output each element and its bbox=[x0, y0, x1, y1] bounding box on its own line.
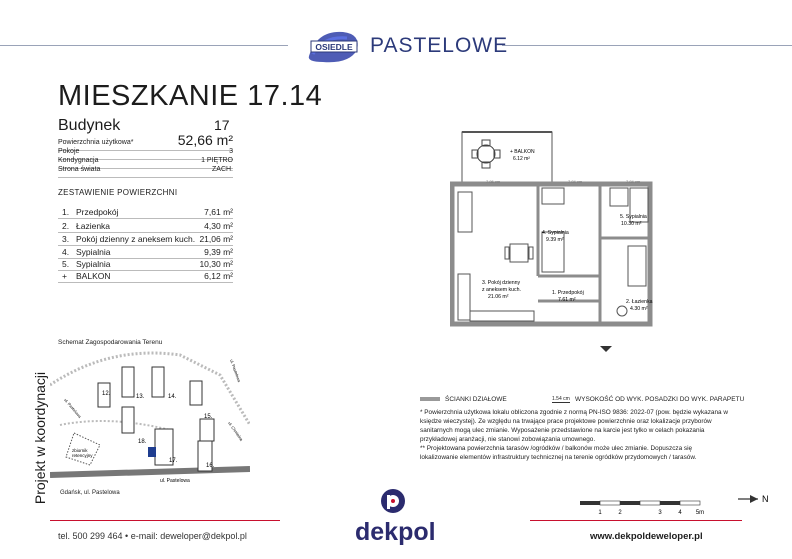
room-number: 2. bbox=[62, 221, 70, 231]
plan-room5-label: 5. Sypialnia bbox=[620, 214, 647, 220]
plan-room1-area: 7.61 m² bbox=[558, 297, 576, 303]
note-1: * Powierzchnia użytkowa lokalu obliczona zgodnie z normą PN-ISO 9836: 2022-07 (pow. będzie wykazana w księdze wieczystej). Ze względu na trwające prace projektowe powierzchnie oraz lokalizacje przyborów sanitarnych mogą ulec zmianie. Wyposażenie przedstawione na karcie jest tylko w celach pokazania przykładowej aranżacji, nie stanowi zobowiązania umownego. bbox=[420, 409, 728, 443]
room-number: 3. bbox=[62, 234, 70, 244]
plan-room3-label: 3. Pokój dzienny bbox=[482, 280, 521, 286]
scale-bar bbox=[578, 487, 778, 517]
map-building-15: 15. bbox=[204, 414, 213, 420]
osiedle-logo bbox=[303, 26, 365, 66]
room-area: 10,30 m² bbox=[199, 259, 233, 269]
plan-balcony-label: + BALKON bbox=[510, 149, 535, 155]
site-map-title: Schemat Zagospodarowania Terenu bbox=[58, 339, 163, 346]
site-address: Gdańsk, ul. Pastelowa bbox=[60, 490, 120, 496]
room-name: Łazienka bbox=[76, 221, 111, 231]
footer-line-right bbox=[530, 520, 742, 521]
room-area: 7,61 m² bbox=[204, 207, 233, 217]
building-label: Budynek bbox=[58, 117, 121, 134]
notes-block bbox=[420, 408, 730, 462]
info-value: 1 PIĘTRO bbox=[201, 157, 233, 164]
plan-dim-2: 7.84 cm bbox=[568, 179, 583, 184]
room-area: 4,30 m² bbox=[204, 221, 233, 231]
plan-room5-area: 10.30 m² bbox=[621, 221, 642, 227]
plan-balcony-area: 6.12 m² bbox=[513, 156, 530, 162]
room-name: BALKON bbox=[76, 271, 111, 281]
plan-room2-label: 2. Łazienka bbox=[626, 299, 653, 305]
map-reservoir-2: retencyjny bbox=[72, 453, 93, 458]
room-row bbox=[58, 205, 233, 219]
map-street-3: ul. Pastelowa bbox=[63, 397, 83, 419]
website-link[interactable]: www.dekpoldeweloper.pl bbox=[590, 531, 703, 542]
walls-legend-swatch bbox=[420, 397, 440, 401]
info-row-orientation bbox=[58, 166, 233, 178]
plan-room2-area: 4.30 m² bbox=[630, 306, 648, 312]
height-legend-value: 1.54 cm bbox=[552, 396, 570, 402]
info-label: Kondygnacja bbox=[58, 157, 99, 164]
room-row bbox=[58, 232, 233, 246]
coordination-vertical-text: Projekt w koordynacji bbox=[32, 371, 48, 505]
room-name: Przedpokój bbox=[76, 207, 119, 217]
plan-dim-3: 7.84 cm bbox=[626, 179, 641, 184]
room-number: 1. bbox=[62, 207, 70, 217]
scale-tick-1: 1 bbox=[598, 510, 602, 516]
plan-room3-label-2: z aneksem kuch. bbox=[482, 287, 521, 293]
map-street-4: ul. Chmielna bbox=[227, 420, 245, 442]
info-label: Strona świata bbox=[58, 166, 101, 173]
room-number: 4. bbox=[62, 247, 70, 257]
contact-info[interactable]: tel. 500 299 464 • e-mail: deweloper@dekpol.pl bbox=[58, 531, 247, 541]
map-street: ul. Pastelowa bbox=[160, 478, 190, 484]
info-label: Pokoje bbox=[58, 148, 80, 155]
footer-line-left bbox=[50, 520, 280, 521]
areas-section-title: ZESTAWIENIE POWIERZCHNI bbox=[58, 188, 178, 197]
info-value: 3 bbox=[229, 148, 233, 155]
dekpol-logo-icon bbox=[379, 487, 407, 515]
map-building-12: 12. bbox=[102, 391, 111, 397]
header-line-left bbox=[0, 45, 288, 46]
room-number: 5. bbox=[62, 259, 70, 269]
dekpol-brand: dekpol bbox=[355, 518, 436, 546]
apartment-title: MIESZKANIE 17.14 bbox=[58, 80, 323, 112]
plan-room4-area: 9.39 m² bbox=[546, 237, 564, 243]
scale-tick-4: 4 bbox=[678, 510, 682, 516]
plan-room4-label: 4. Sypialnia bbox=[542, 230, 569, 236]
room-row bbox=[58, 269, 233, 283]
room-area: 6,12 m² bbox=[204, 271, 233, 281]
room-area: 21,06 m² bbox=[199, 234, 233, 244]
scale-tick-2: 2 bbox=[618, 510, 622, 516]
map-building-18: 18. bbox=[138, 439, 147, 445]
room-name: Sypialnia bbox=[76, 247, 111, 257]
plan-room1-label: 1. Przedpokój bbox=[552, 290, 584, 296]
room-area: 9,39 m² bbox=[204, 247, 233, 257]
building-value: 17 bbox=[214, 117, 230, 133]
room-row bbox=[58, 219, 233, 233]
info-label: Powierzchnia użytkowa* bbox=[58, 139, 134, 146]
map-building-16: 16. bbox=[206, 463, 215, 469]
height-legend-label: WYSOKOŚĆ OD WYK. POSADZKI DO WYK. PARAPETU bbox=[575, 396, 745, 403]
north-label: N bbox=[762, 494, 769, 504]
info-value: ZACH. bbox=[212, 166, 233, 173]
room-number: + bbox=[62, 271, 67, 281]
note-2: ** Projektowana powierzchnia tarasów /ogródków / balkonów może ulec zmianie. Dopuszcza się lokalizowanie elementów infrastruktury technicznej na terenie ogródków przydomowych / tarasów. bbox=[420, 445, 697, 461]
brand-badge: OSIEDLE bbox=[315, 42, 353, 52]
scale-tick-3: 3 bbox=[658, 510, 662, 516]
plan-dim-1: 7.86 cm bbox=[486, 179, 501, 184]
header-line-right bbox=[502, 45, 792, 46]
floor-plan bbox=[450, 126, 780, 356]
map-building-14: 14. bbox=[168, 394, 177, 400]
scale-tick-5: 5m bbox=[695, 510, 705, 516]
site-map bbox=[50, 345, 250, 485]
map-building-13: 13. bbox=[136, 394, 145, 400]
plan-room3-area: 21.06 m² bbox=[488, 294, 509, 300]
info-value-area: 52,66 m² bbox=[177, 132, 233, 148]
room-name: Pokój dzienny z aneksem kuch. bbox=[76, 234, 196, 244]
walls-legend-label: ŚCIANKI DZIAŁOWE bbox=[445, 396, 507, 403]
map-reservoir-1: zbiornik bbox=[72, 448, 88, 453]
map-street-2: ul. Pastelowa bbox=[229, 358, 242, 383]
map-building-17: 17. bbox=[169, 458, 178, 464]
north-arrow-icon bbox=[750, 495, 758, 503]
room-name: Sypialnia bbox=[76, 259, 111, 269]
brand-name: PASTELOWE bbox=[370, 34, 509, 57]
